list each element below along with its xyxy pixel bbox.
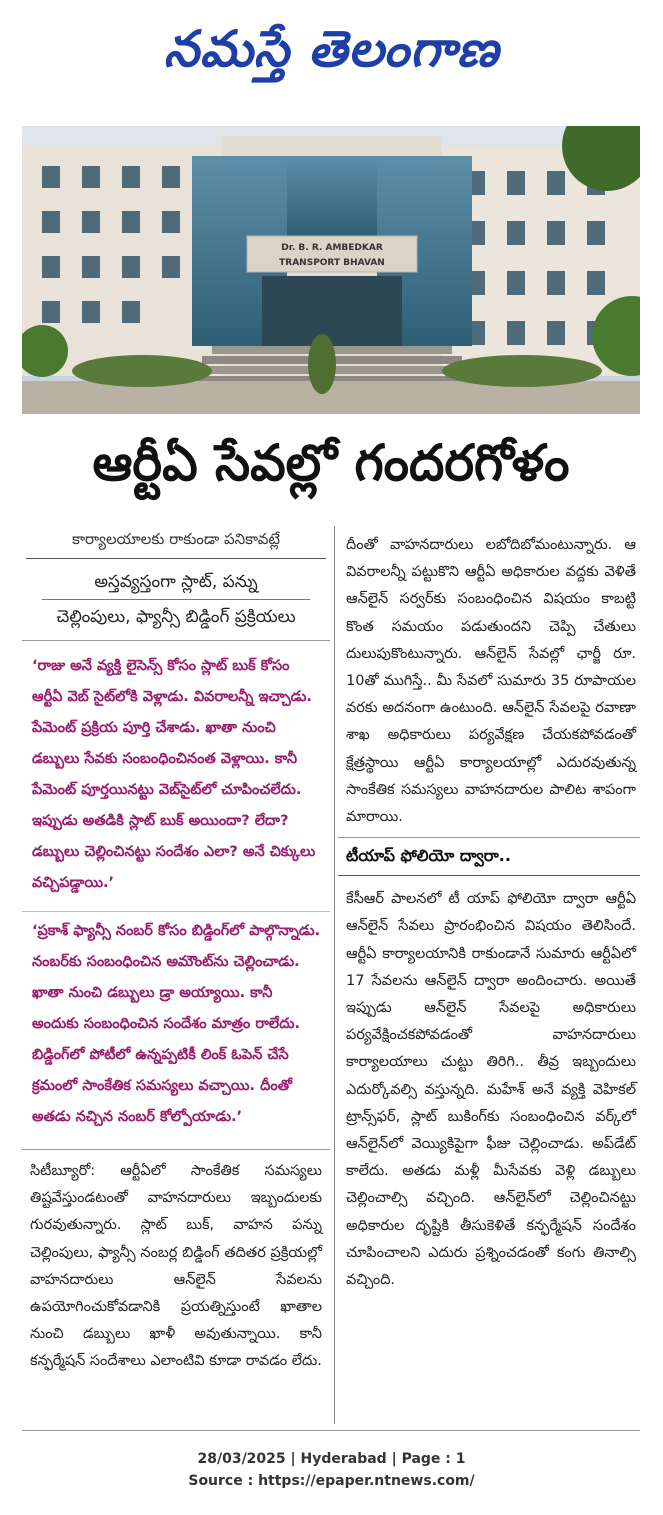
masthead xyxy=(0,0,663,110)
left-body-text: సిటీబ్యూరో: ఆర్టీఏలో సాంకేతిక సమస్యలు తిష్టవేస్తుండటంతో వాహనదారులు ఇబ్బందులకు గురవుతున్నారు. స్లాట్ బుక్, వాహన పన్ను చెల్లింపులు, ఫ్యాన్సీ నంబర్ల బిడ్డింగ్ తదితర ప్రక్రియల్లో వాహనదారులు ఆన్‌లైన్ సేవలను ఉపయోగించుకోవడానికి ప్రయత్నిస్తుంటే ఖాతాల నుంచి డబ్బులు ఖాళీ అవుతున్నాయి. కానీ కన్ఫర్మేషన్ సందేశాలు ఎలాంటివి కూడా రావడం లేదు. xyxy=(22,1149,330,1376)
kicker: కార్యాలయాలకు రాకుండా పనికావట్లే xyxy=(26,530,326,559)
left-column xyxy=(22,524,330,1376)
masthead-title: నమస్తే తెలంగాణ xyxy=(163,19,500,78)
footer-divider xyxy=(22,1430,640,1431)
headline-text: ఆర్టీఏ సేవల్లో గందరగోళం xyxy=(92,433,570,492)
footer-dateline: 28/03/2025 | Hyderabad | Page : 1 xyxy=(197,1451,466,1467)
column-divider xyxy=(334,526,335,1424)
transport-bhavan-building-image xyxy=(22,126,640,414)
building-sign-line1: Dr. B. R. AMBEDKAR xyxy=(281,243,383,253)
right-body-text-2: కేసీఆర్ పాలనలో టీ యాప్ ఫోలియో ద్వారా ఆర్టీఏ ఆన్‌లైన్ సేవలు ప్రారంభించిన విషయం తెలిసిందే. ఆర్టీఏ కార్యాలయానికి రాకుండానే సుమారు ఆర్టీఏలో 17 సేవలను ఆన్‌లైన్ ద్వారా అందించారు. అయితే ఇప్పుడు ఆన్‌లైన్ సేవలపై అధికారులు పర్యవేక్షించకపోవడంతో వాహనదారులు కార్యాలయాలు చుట్టు తిరిగి.. తీవ్ర ఇబ్బందులు ఎదుర్కోవల్సి వస్తున్నది. మహేశ్ అనే వ్యక్తి వెహికల్ ట్రాన్స్‌ఫర్, స్లాట్ బుకింగ్‌కు సంబంధించిన వర్క్‌లో ఆన్‌లైన్‌లో వెయ్యికిపైగా ఫీజు చెల్లించాడు. అప్‌డేట్ కాలేదు. అతడు మళ్లీ మీసేవకు వెళ్లి డబ్బులు చెల్లించాల్సి వచ్చింది. ఆన్‌లైన్‌లో చెల్లించినట్టు అధికారుల దృష్టికి తీసుకెళితే కన్ఫర్మేషన్ సందేశం చూపించాలని ఎదురు ప్రశ్నించడంతో కంగు తినాల్సి వచ్చింది. xyxy=(346,891,636,1289)
side-heading: టీయాప్ ఫోలియో ద్వారా.. xyxy=(338,837,640,876)
subhead-line-2: చెల్లింపులు, ఫ్యాన్సీ బిడ్డింగ్ ప్రక్రియలు xyxy=(56,607,296,627)
subhead-line-1: అస్తవ్యస్తంగా స్లాట్, పన్ను xyxy=(42,565,310,600)
right-column xyxy=(338,524,640,1294)
right-body-text-1: దీంతో వాహనదారులు లబోదిబోమంటున్నారు. ఆ వివరాలన్నీ పట్టుకొని ఆర్టీఏ అధికారుల వద్దకు వెళితే ఆన్‌లైన్ సర్వర్‌కు సంబంధించిన విషయం కాబట్టి కొంత సమయం పడుతుందని చెప్పి చేతులు దులుపుకొంటున్నారు. ఆన్‌లైన్ సేవల్లో ఛార్జీ రూ. 10తో ముగిస్తే.. మీ సేవలో సుమారు 35 రూపాయల వరకు అదనంగా ఉంటుంది. ఆన్‌లైన్ సేవలపై రవాణా శాఖ అధికారులు పర్యవేక్షణ చేయకపోవడంతో క్షేత్రస్థాయి ఆర్టీఏ కార్యాలయాల్లో ఎదురవుతున్న సాంకేతిక సమస్యలు వాహనదారుల పాలిట శాపంగా మారాయి. xyxy=(346,537,636,826)
pull-quote-1: ‘రాజు అనే వ్యక్తి లైసెన్స్ కోసం స్లాట్ బుక్ కోసం ఆర్టీఏ వెబ్ సైట్‌లోకి వెళ్లాడు. వివరాలన్నీ ఇచ్చాడు. పేమెంట్ ప్రక్రియ పూర్తి చేశాడు. ఖాతా నుంచి డబ్బులు సేవకు సంబంధించినంత వెళ్లాయి. కానీ పేమెంట్ పూర్తయినట్టు వెబ్‌సైట్‌లో చూపించలేదు. ఇప్పుడు అతడికి స్లాట్ బుక్ అయిందా? లేదా? డబ్బులు చెల్లించినట్టు సందేశం ఎలా? అనే చిక్కులు వచ్చిపడ్డాయి.’ xyxy=(22,640,330,905)
footer xyxy=(0,1448,663,1492)
footer-source: Source : https://epaper.ntnews.com/ xyxy=(188,1473,475,1489)
building-sign-line2: TRANSPORT BHAVAN xyxy=(279,258,385,268)
pull-quote-2: ‘ప్రకాశ్ ఫ్యాన్సీ నంబర్ కోసం బిడ్డింగ్‌లో పాల్గొన్నాడు. నంబర్‌కు సంబంధించిన అమౌంట్‌ను చెల్లించాడు. ఖాతా నుంచి డబ్బులు డ్రా అయ్యాయి. కానీ అందుకు సంబంధించిన సందేశం మాత్రం రాలేదు. బిడ్డింగ్‌లో పోటీలో ఉన్నప్పటికీ లింక్ ఓపెన్ చేసే క్రమంలో సాంకేతిక సమస్యలు వచ్చాయి. దీంతో అతడు నచ్చిన నంబర్ కోల్పోయాడు.’ xyxy=(22,911,330,1139)
headline xyxy=(22,424,640,514)
article-photo xyxy=(22,126,640,414)
